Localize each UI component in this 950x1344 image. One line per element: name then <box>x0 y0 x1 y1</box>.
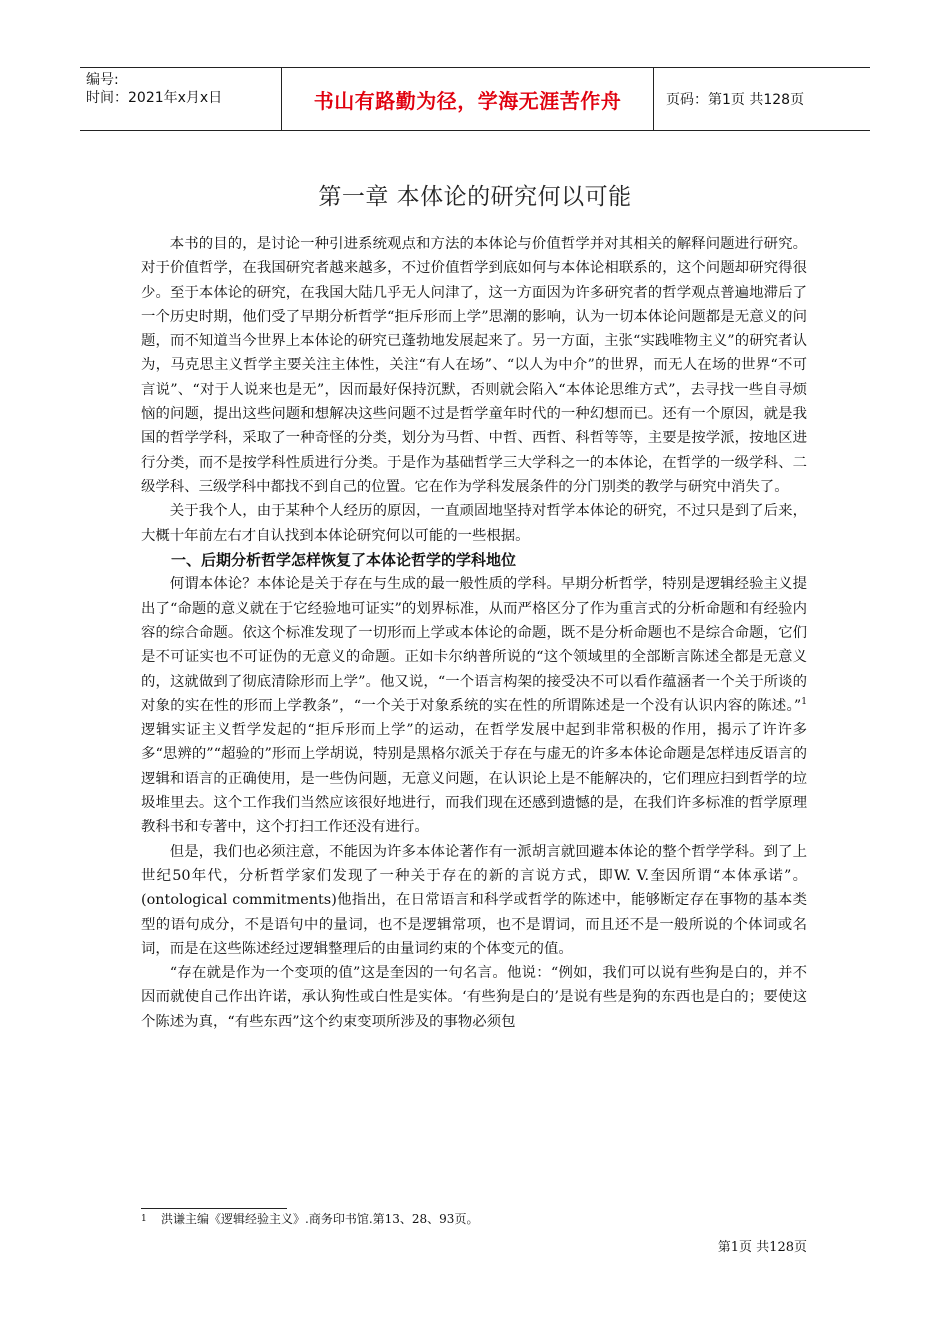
header-motto-cell <box>281 68 654 130</box>
footnote-marker: 1 <box>141 1214 147 1224</box>
footnote-text: 洪谦主编《逻辑经验主义》.商务印书馆.第13、28、93页。 <box>161 1212 479 1226</box>
footnote-divider <box>141 1208 287 1209</box>
section-heading: 一、后期分析哲学怎样恢复了本体论哲学的学科地位 <box>171 550 517 569</box>
paragraph <box>141 572 807 839</box>
footnote-reference[interactable]: 1 <box>801 697 807 708</box>
document-date-label: 时间：2021年x月x日 <box>86 90 223 106</box>
chapter-title: 第一章 本体论的研究何以可能 <box>318 184 632 210</box>
header-meta <box>80 68 281 130</box>
page-header <box>80 67 870 131</box>
header-motto: 书山有路勤为径，学海无涯苦作舟 <box>313 88 622 113</box>
header-page-label: 页码：第1页 共128页 <box>666 92 805 108</box>
paragraph: “存在就是作为一个变项的值”这是奎因的一句名言。他说：“例如，我们可以说有些狗是白的，并不因而就使自己作出许诺，承认狗性或白性是实体。‘有些狗是白的’是说有些是狗的东西也是白的；要使这个陈述为真，“有些东西”这个约束变项所涉及的事物必须包 <box>141 965 807 1030</box>
document-body <box>141 232 807 1034</box>
paragraph: 关于我个人，由于某种个人经历的原因，一直顽固地坚持对哲学本体论的研究，不过只是到了后来，大概十年前左右才自认找到本体论研究何以可能的一些根据。 <box>141 503 807 544</box>
page-footer: 第1页 共128页 <box>717 1240 807 1255</box>
header-page-cell <box>654 68 870 130</box>
footnote <box>141 1211 807 1227</box>
paragraph-text: 何谓本体论？本体论是关于存在与生成的最一般性质的学科。早期分析哲学，特别是逻辑经验主义提出了“命题的意义就在于它经验地可证实”的划界标准，从而严格区分了作为重言式的分析命题和有经验内容的综合命题。依这个标准发现了一切形而上学或本体论的命题，既不是分析命题也不是综合命题，它们是不可证实也不可证伪的无意义的命题。正如卡尔纳普所说的“这个领域里的全部断言陈述全都是无意义的，这就做到了彻底清除形而上学”。他又说，“一个语言构架的接受决不可以看作蕴涵者一个关于所谈的对象的实在性的形而上学教条”，“一个关于对象系统的实在性的所谓陈述是一个没有认识内容的陈述。” <box>141 576 807 714</box>
paragraph: 但是，我们也必须注意，不能因为许多本体论著作有一派胡言就回避本体论的整个哲学学科。到了上世纪50年代，分析哲学家们发现了一种关于存在的新的言说方式，即W. V.奎因所谓“本体承诺”。(ontological commitments)他指出，在日常语言和科学或哲学的陈述中，能够断定存在事物的基本类型的语句成分，不是语句中的量词，也不是逻辑常项，也不是谓词，而且还不是一般所说的个体词或名词，而是在这些陈述经过逻辑整理后的由量词约束的个体变元的值。 <box>141 843 807 957</box>
paragraph-text: 逻辑实证主义哲学发起的“拒斥形而上学”的运动，在哲学发展中起到非常积极的作用，揭示了许许多多“思辨的”“超验的”形而上学胡说，特别是黑格尔派关于存在与虚无的许多本体论命题是怎样违反语言的逻辑和语言的正确使用，是一些伪问题，无意义问题，在认识论上是不能解决的，它们理应扫到哲学的垃圾堆里去。这个工作我们当然应该很好地进行，而我们现在还感到遗憾的是，在我们许多标准的哲学原理教科书和专著中，这个打扫工作还没有进行。 <box>141 722 807 836</box>
paragraph: 本书的目的，是讨论一种引进系统观点和方法的本体论与价值哲学并对其相关的解释问题进行研究。对于价值哲学，在我国研究者越来越多，不过价值哲学到底如何与本体论相联系的，这个问题却研究得很少。至于本体论的研究，在我国大陆几乎无人问津了，这一方面因为许多研究者的哲学观点普遍地滞后了一个历史时期，他们受了早期分析哲学“拒斥形而上学”思潮的影响，认为一切本体论问题都是无意义的问题，而不知道当今世界上本体论的研究已蓬勃地发展起来了。另一方面，主张“实践唯物主义”的研究者认为，马克思主义哲学主要关注主体性，关注“有人在场”、“以人为中介”的世界，而无人在场的世界“不可言说”、“对于人说来也是无”，因而最好保持沉默，否则就会陷入“本体论思维方式”，去寻找一些自寻烦恼的问题，提出这些问题和想解决这些问题不过是哲学童年时代的一种幻想而已。还有一个原因，就是我国的哲学学科，采取了一种奇怪的分类，划分为马哲、中哲、西哲、科哲等等，主要是按学派，按地区进行分类，而不是按学科性质进行分类。于是作为基础哲学三大学科之一的本体论，在哲学的一级学科、二级学科、三级学科中都找不到自己的位置。它在作为学科发展条件的分门别类的教学与研究中消失了。 <box>141 236 807 495</box>
document-number-label: 编号: <box>86 72 119 88</box>
